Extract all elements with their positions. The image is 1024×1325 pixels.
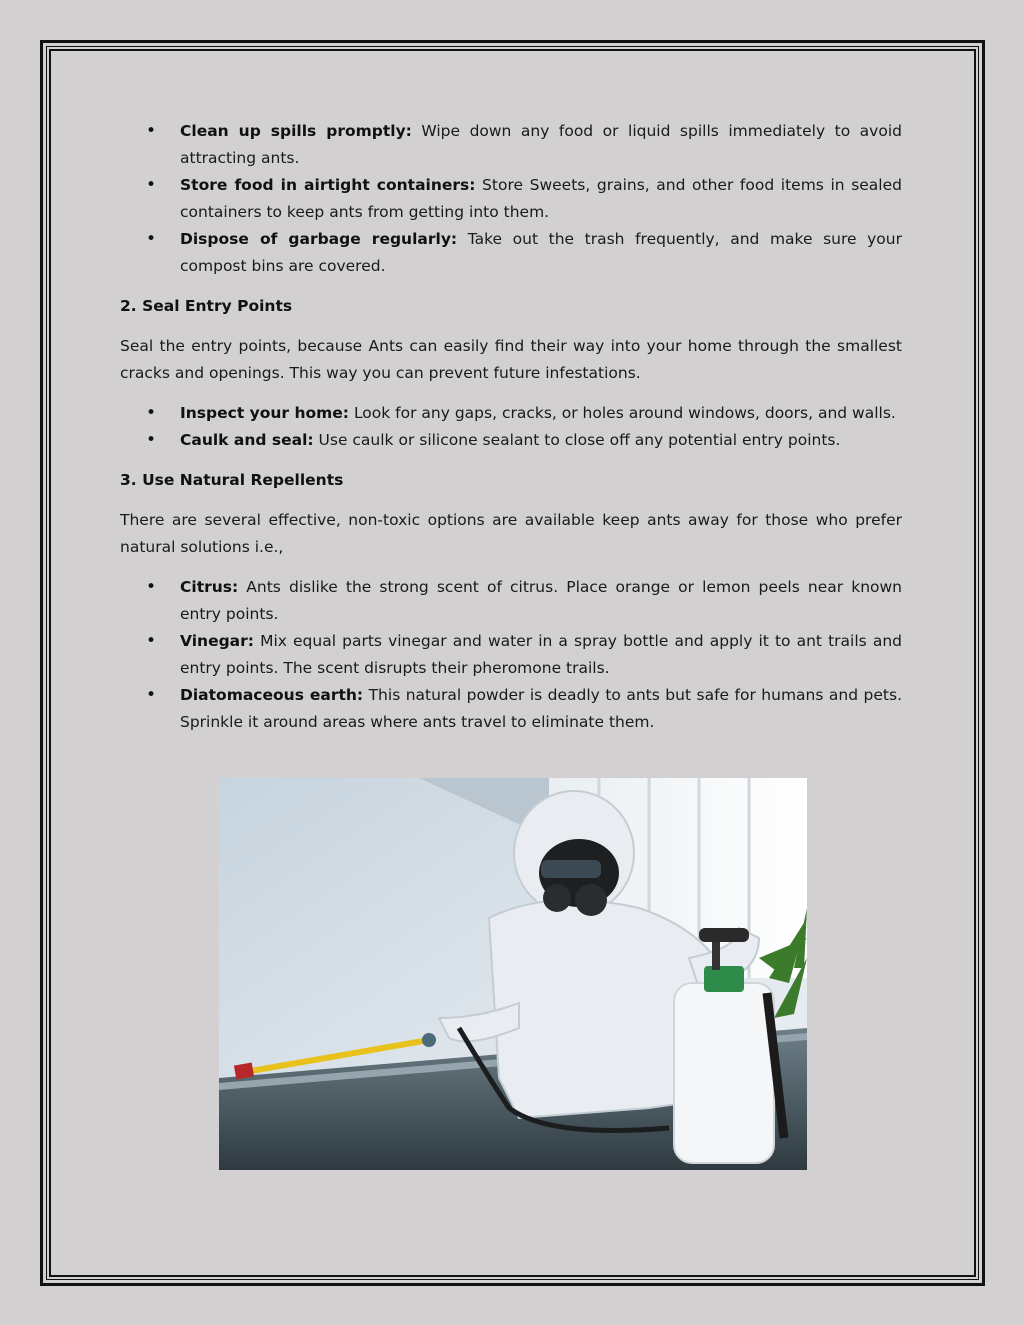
item-title: Clean up spills promptly:	[180, 122, 412, 140]
section-paragraph-repellents: There are several effective, non-toxic options are available keep ants away for those who prefer natural solutions i.e.,	[120, 511, 902, 556]
list-item	[120, 682, 902, 736]
list-item	[120, 172, 902, 226]
item-text: Take out the trash frequently, and make sure your compost bins are covered.	[180, 230, 902, 275]
list-item	[120, 427, 902, 454]
item-text: Store Sweets, grains, and other food items in sealed containers to keep ants from getting into them.	[180, 176, 902, 221]
item-title: Inspect your home:	[180, 404, 350, 422]
item-title: Dispose of garbage regularly:	[180, 230, 458, 248]
list-item	[120, 118, 902, 172]
item-title: Caulk and seal:	[180, 431, 314, 449]
section-heading-seal-entry-points: 2. Seal Entry Points	[120, 297, 293, 315]
list-item	[120, 226, 902, 280]
item-text: Mix equal parts vinegar and water in a spray bottle and apply it to ant trails and entry points. The scent disrupts their pheromone trails.	[180, 632, 902, 677]
item-title: Diatomaceous earth:	[180, 686, 364, 704]
list-item	[120, 400, 902, 427]
list-item	[120, 628, 902, 682]
item-text: This natural powder is deadly to ants but safe for humans and pets. Sprinkle it around areas where ants travel to eliminate them.	[180, 686, 903, 731]
item-text: Wipe down any food or liquid spills immediately to avoid attracting ants.	[180, 122, 902, 167]
bullet-list-repellents	[120, 574, 902, 736]
section-paragraph-seal: Seal the entry points, because Ants can easily find their way into your home through the smallest cracks and openings. This way you can prevent future infestations.	[120, 337, 902, 382]
list-item	[120, 574, 902, 628]
item-title: Vinegar:	[180, 632, 254, 650]
document-content	[120, 118, 902, 736]
item-text: Ants dislike the strong scent of citrus. Place orange or lemon peels near known entry points.	[180, 578, 902, 623]
bullet-list-tips	[120, 118, 902, 280]
section-heading-natural-repellents: 3. Use Natural Repellents	[120, 471, 344, 489]
item-title: Citrus:	[180, 578, 239, 596]
item-text: Use caulk or silicone sealant to close off any potential entry points.	[313, 431, 841, 449]
item-title: Store food in airtight containers:	[180, 176, 476, 194]
pest-control-worker-photo	[219, 778, 807, 1170]
bullet-list-seal	[120, 400, 902, 454]
photo-illustration	[219, 778, 807, 1170]
item-text: Look for any gaps, cracks, or holes around windows, doors, and walls.	[349, 404, 896, 422]
